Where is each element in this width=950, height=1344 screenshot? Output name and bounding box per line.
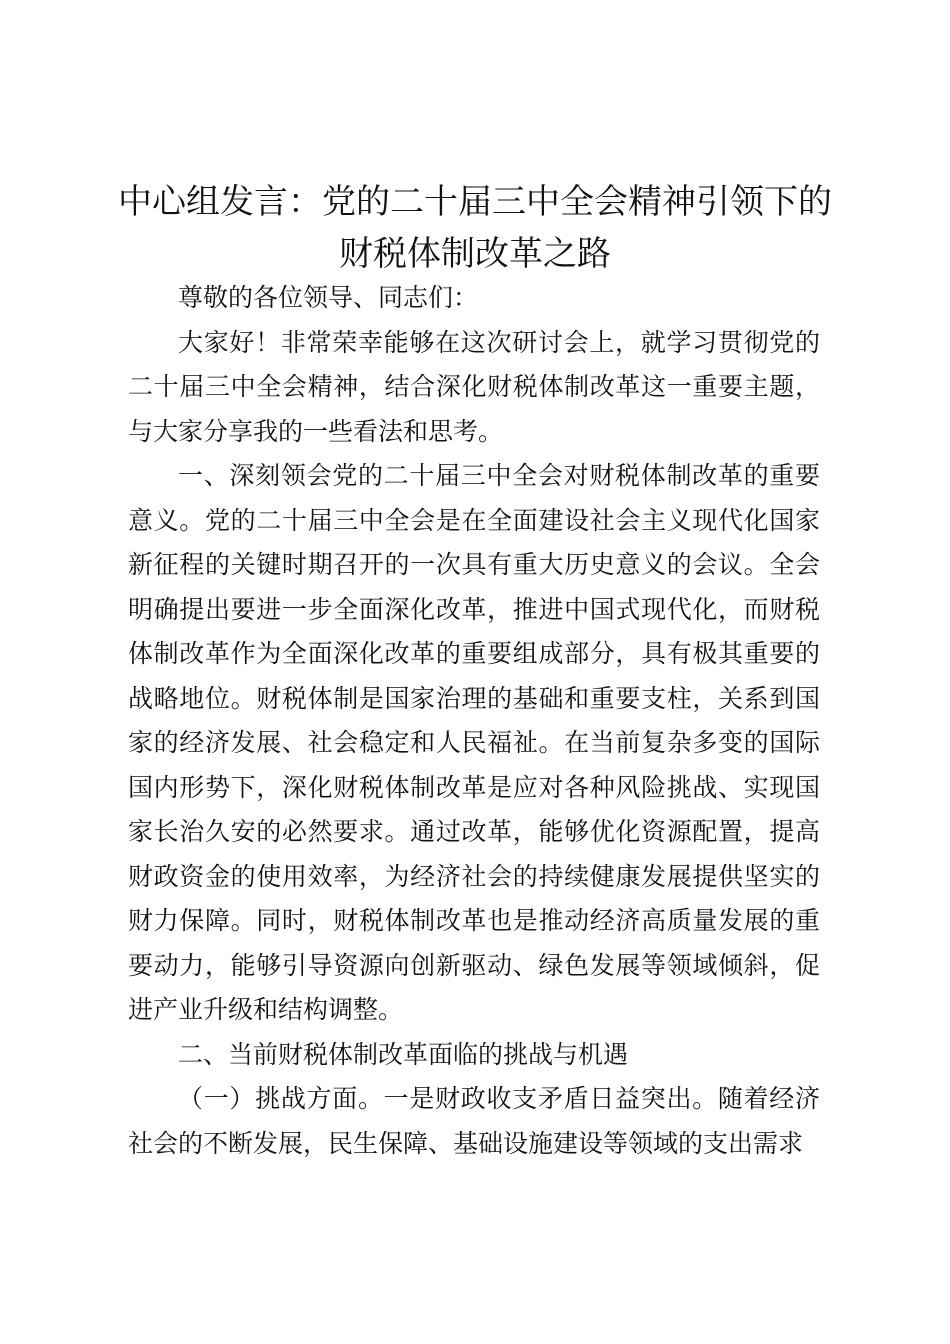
greeting-paragraph: 尊敬的各位领导、同志们： <box>178 283 479 312</box>
section-two-heading: 二、当前财税体制改革面临的挑战与机遇 <box>178 1039 629 1069</box>
document-body <box>128 276 820 1166</box>
opening-paragraph: 大家好！非常荣幸能够在这次研讨会上，就学习贯彻党的二十届三中全会精神，结合深化财税体制改革这一重要主题，与大家分享我的一些看法和思考。 <box>128 327 820 446</box>
section-one-paragraph: 一、深刻领会党的二十届三中全会对财税体制改革的重要意义。党的二十届三中全会是在全面建设社会主义现代化国家新征程的关键时期召开的一次具有重大历史意义的会议。全会明确提出要进一步全面深化改革，推进中国式现代化，而财税体制改革作为全面深化改革的重要组成部分，具有极其重要的战略地位。财税体制是国家治理的基础和重要支柱，关系到国家的经济发展、社会稳定和人民福祉。在当前复杂多变的国际国内形势下，深化财税体制改革是应对各种风险挑战、实现国家长治久安的必然要求。通过改革，能够优化资源配置，提高财政资金的使用效率，为经济社会的持续健康发展提供坚实的财力保障。同时，财税体制改革也是推动经济高质量发展的重要动力，能够引导资源向创新驱动、绿色发展等领域倾斜，促进产业升级和结构调整。 <box>128 461 820 1024</box>
challenges-paragraph: （一）挑战方面。一是财政收支矛盾日益突出。随着经济社会的不断发展，民生保障、基础设施建设等领域的支出需求 <box>128 1084 820 1158</box>
document-title: 中心组发言：党的二十届三中全会精神引领下的财税体制改革之路 <box>118 182 832 274</box>
